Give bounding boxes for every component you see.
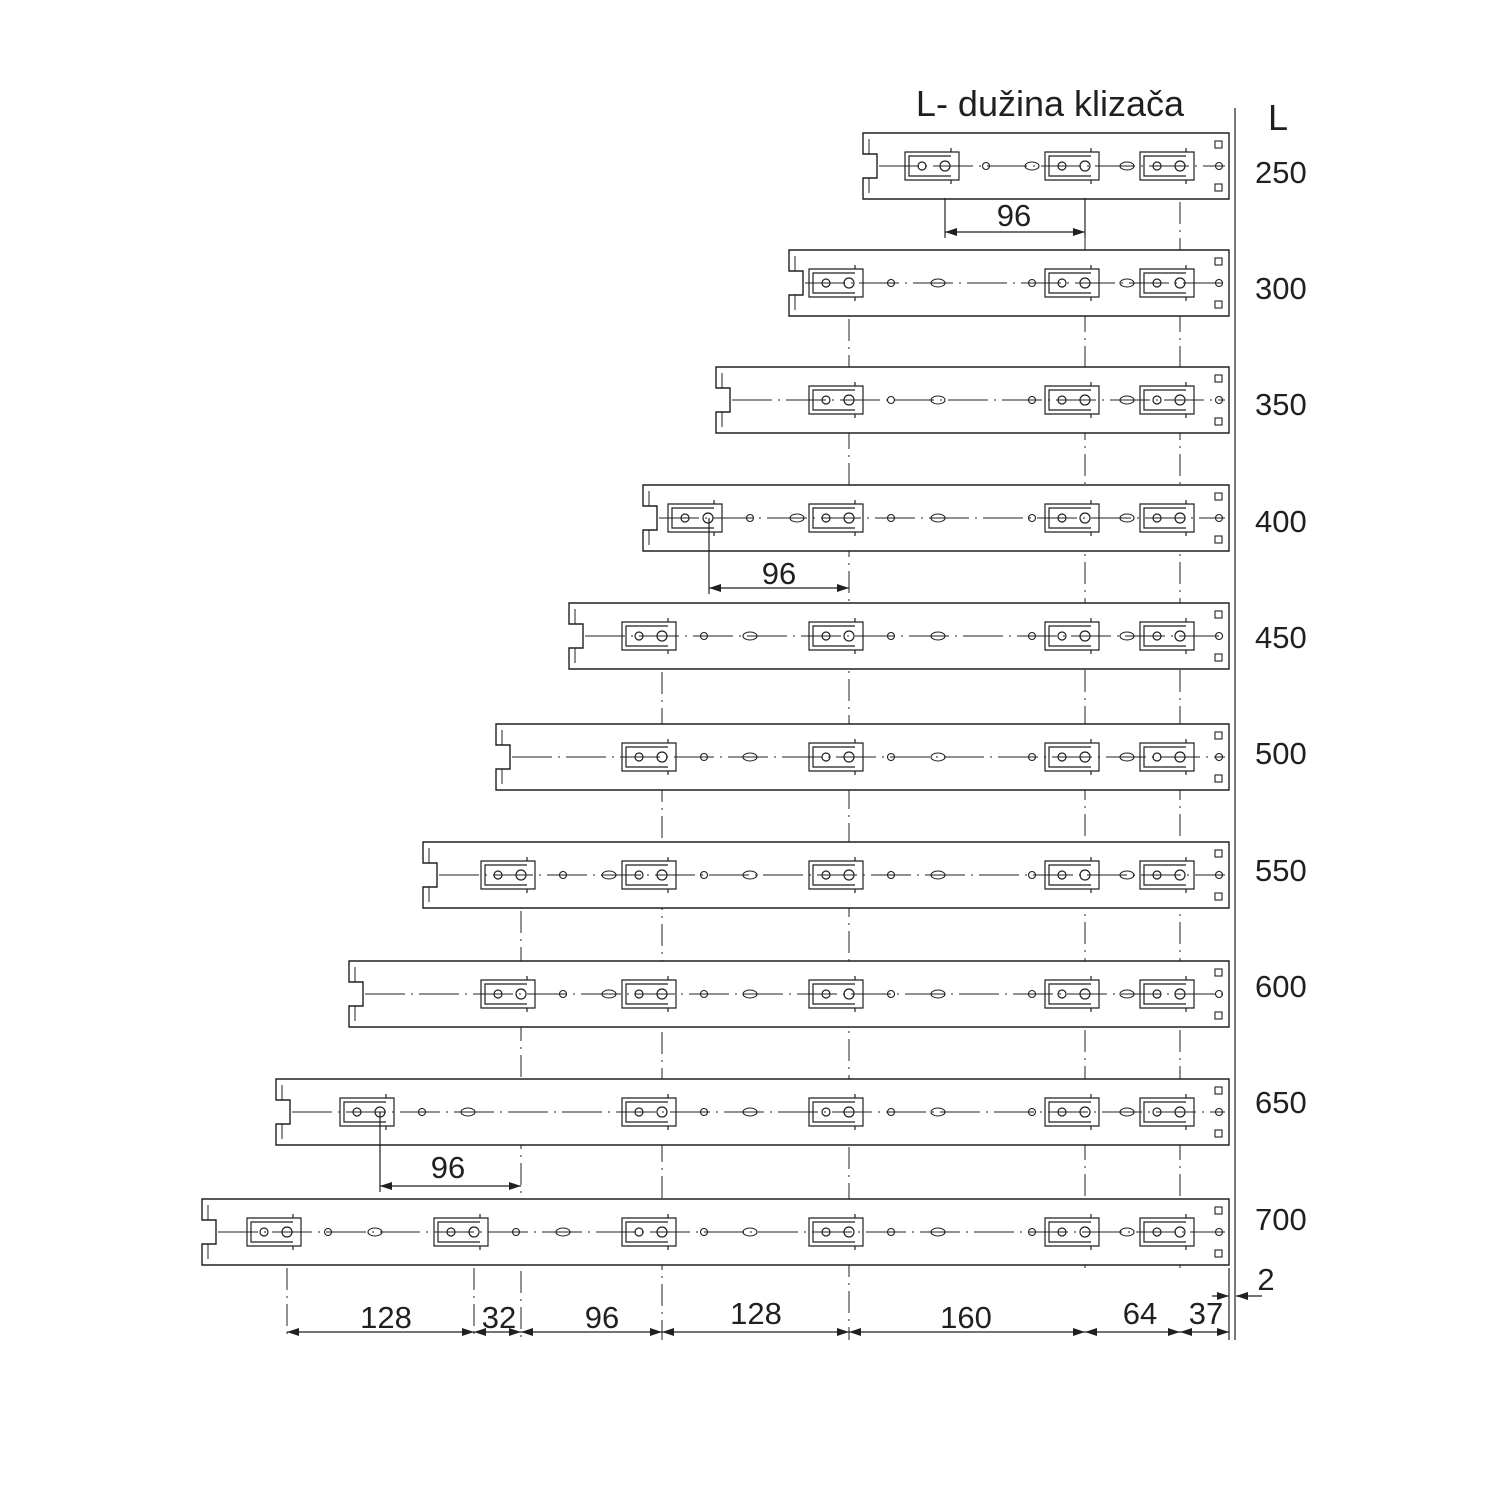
length-label-650: 650 (1255, 1085, 1307, 1120)
slide-rail-500 (496, 724, 1229, 790)
length-labels (1255, 155, 1307, 1237)
dimension-label-128-a: 128 (360, 1300, 412, 1335)
length-label-450: 450 (1255, 620, 1307, 655)
length-label-350: 350 (1255, 387, 1307, 422)
slide-rails (202, 133, 1229, 1265)
dimension-label-64: 64 (1122, 1296, 1158, 1331)
slide-rail-650 (276, 1079, 1229, 1145)
slide-rail-600 (349, 961, 1229, 1027)
length-label-700: 700 (1255, 1202, 1307, 1237)
slide-rail-550 (423, 842, 1229, 908)
length-label-600: 600 (1255, 969, 1307, 1004)
dimension-label-160: 160 (940, 1300, 992, 1335)
spacing-label-400: 96 (761, 556, 797, 591)
dimension-label-32: 32 (481, 1300, 517, 1335)
dimension-label-37: 37 (1188, 1296, 1224, 1331)
spacing-label-250: 96 (996, 198, 1032, 233)
slide-rail-400 (643, 485, 1229, 551)
slide-rail-250 (863, 133, 1229, 199)
slide-rail-300 (789, 250, 1229, 316)
length-label-550: 550 (1255, 853, 1307, 888)
length-label-400: 400 (1255, 504, 1307, 539)
length-column-header: L (1267, 97, 1289, 138)
length-label-500: 500 (1255, 736, 1307, 771)
dimension-label-128-b: 128 (730, 1296, 782, 1331)
offset-label: 2 (1257, 1262, 1275, 1297)
length-label-250: 250 (1255, 155, 1307, 190)
drawing-title: L- dužina klizača (915, 83, 1185, 124)
dimension-label-96: 96 (584, 1300, 620, 1335)
spacing-label-650: 96 (430, 1150, 466, 1185)
slide-rail-700 (202, 1199, 1229, 1265)
length-label-300: 300 (1255, 271, 1307, 306)
slide-rail-350 (716, 367, 1229, 433)
slide-rail-450 (569, 603, 1229, 669)
